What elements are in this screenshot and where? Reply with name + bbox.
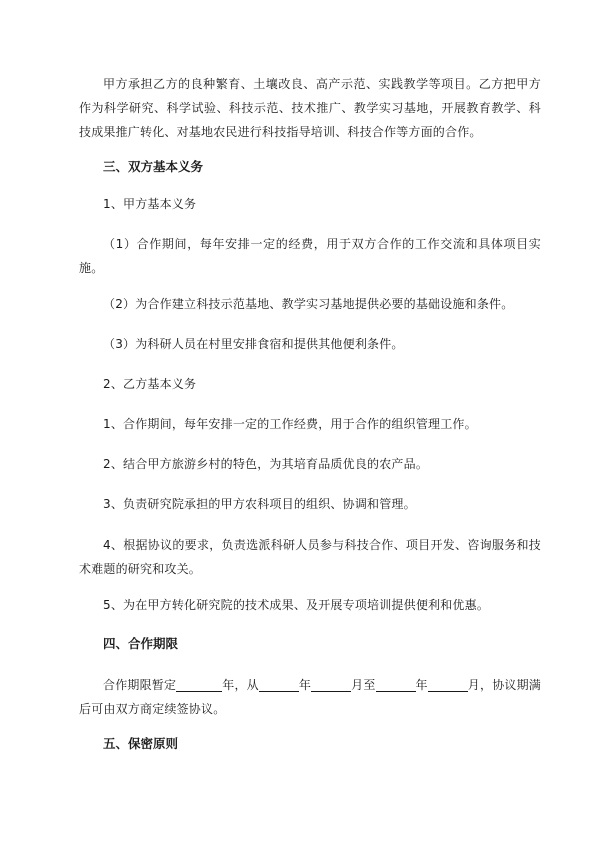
term-text-part-2: 年，从 — [222, 678, 259, 692]
party-b-obligations-title: 2、乙方基本义务 — [103, 377, 197, 391]
end-month-blank[interactable] — [428, 677, 468, 692]
party-a-item-3: （3）为科研人员在村里安排食宿和提供其他便利条件。 — [103, 337, 404, 351]
term-text-part-5: 年 — [415, 678, 428, 692]
section-3-heading: 三、双方基本义务 — [103, 159, 204, 174]
term-text-part-4: 月至 — [351, 678, 376, 692]
intro-paragraph: 甲方承担乙方的良种繁育、土壤改良、高产示范、实践教学等项目。乙方把甲方作为科学研究、科学试验、科技示范、技术推广、教学实习基地，开展教育教学、科技成果推广转化、对基地农民进行科技指导培训、科技合作等方面的合作。 — [79, 77, 541, 139]
party-b-item-3: 3、负责研究院承担的甲方农科项目的组织、协调和管理。 — [103, 497, 416, 511]
start-month-blank[interactable] — [311, 677, 351, 692]
party-b-item-2: 2、结合甲方旅游乡村的特色，为其培育品质优良的农产品。 — [103, 457, 429, 471]
party-b-item-4: 4、根据协议的要求，负责选派科研人员参与科技合作、项目开发、咨询服务和技术难题的研究和攻关。 — [79, 538, 541, 576]
party-a-obligations-title: 1、甲方基本义务 — [103, 197, 197, 211]
section-4-heading: 四、合作期限 — [103, 636, 179, 651]
party-a-item-2: （2）为合作建立科技示范基地、教学实习基地提供必要的基础设施和条件。 — [103, 297, 514, 311]
party-a-item-1: （1）合作期间，每年安排一定的经费，用于双方合作的工作交流和具体项目实施。 — [79, 237, 541, 275]
term-years-blank[interactable] — [176, 677, 222, 692]
term-text-part-6: 月，协议期满后可由双方商定续签协议。 — [79, 678, 542, 716]
term-text-part-1: 合作期限暂定 — [103, 678, 177, 692]
term-text-part-3: 年 — [298, 678, 312, 692]
party-b-item-1: 1、合作期间，每年安排一定的工作经费，用于合作的组织管理工作。 — [103, 417, 477, 431]
start-year-blank[interactable] — [259, 677, 299, 692]
end-year-blank[interactable] — [376, 677, 416, 692]
cooperation-term-paragraph — [79, 673, 541, 721]
party-b-item-5: 5、为在甲方转化研究院的技术成果、及开展专项培训提供便利和优惠。 — [103, 598, 490, 612]
section-5-heading: 五、保密原则 — [103, 736, 179, 751]
